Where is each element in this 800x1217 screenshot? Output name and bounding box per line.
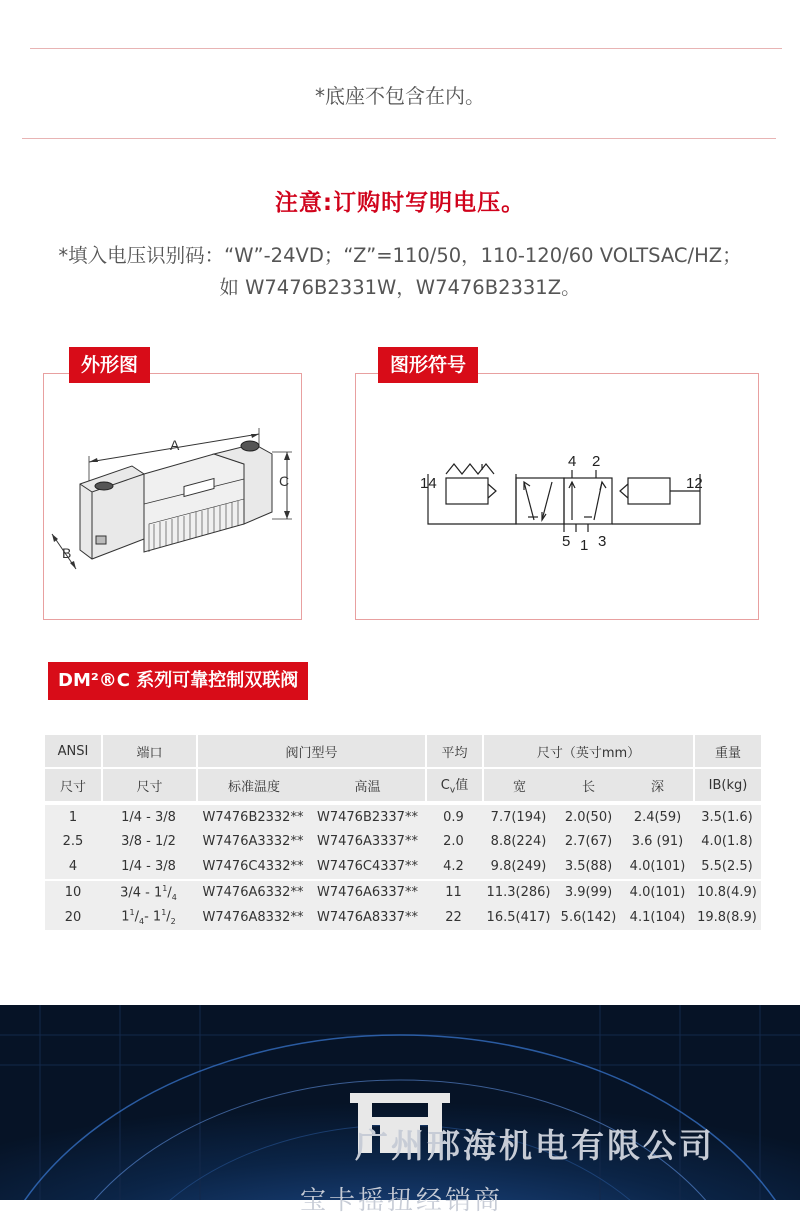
port-4-label: 4 <box>568 453 577 470</box>
cell-std-model: W7476B2332** <box>196 805 310 830</box>
cell-std-model: W7476C4332** <box>196 854 310 879</box>
col-width-header: 宽 <box>482 769 555 805</box>
dim-b-label: B <box>62 545 72 561</box>
col-cv-header: $C_v$值 <box>425 769 482 805</box>
col-port-subheader: 尺寸 <box>101 769 196 805</box>
cell-std-model: W7476A3332** <box>196 830 310 855</box>
cell-length: 3.9(99) <box>555 881 622 906</box>
cell-weight: 10.8(4.9) <box>693 881 761 906</box>
table-row <box>45 881 761 906</box>
cell-depth: 4.0(101) <box>622 881 693 906</box>
cell-length: 2.0(50) <box>555 805 622 830</box>
cell-port: 3/8 - 1/2 <box>101 830 196 855</box>
col-ansi-subheader: 尺寸 <box>45 769 101 805</box>
valve-symbol-diagram <box>356 374 758 619</box>
col-weight-header: 重量 <box>693 735 761 769</box>
cell-width: 11.3(286) <box>482 881 555 906</box>
port-12-label: 12 <box>686 475 703 492</box>
table-row <box>45 854 761 879</box>
table-row <box>45 830 761 855</box>
col-std-temp-header: 标准温度 <box>196 769 310 805</box>
series-title-label: DM²®C 系列可靠控制双联阀 <box>48 662 308 700</box>
voltage-code-note-line1: *填入电压识别码：“W”-24VD；“Z”=110/50，110-120/60 VOLTSAC/HZ； <box>58 244 742 267</box>
company-name: 广州邢海机电有限公司 <box>355 1126 715 1165</box>
cell-port: 1/4 - 3/8 <box>101 854 196 879</box>
cell-cv: 11 <box>425 881 482 906</box>
cell-depth: 2.4(59) <box>622 805 693 830</box>
cell-high-model: W7476A8337** <box>310 905 425 930</box>
spec-table <box>45 735 761 930</box>
cell-high-model: W7476A3337** <box>310 830 425 855</box>
col-port-header: 端口 <box>101 735 196 769</box>
cell-length: 3.5(88) <box>555 854 622 879</box>
cell-port: $1^1/_4-$ $1^1/_2$ <box>101 905 196 930</box>
table-header-row-2 <box>45 769 761 805</box>
dim-c-label: C <box>279 473 290 489</box>
port-2-label: 2 <box>592 453 601 470</box>
attention-heading: 注意:订购时写明电压。 <box>274 190 526 216</box>
top-divider <box>30 48 782 49</box>
cell-length: 5.6(142) <box>555 905 622 930</box>
outline-drawing-label: 外形图 <box>69 347 150 383</box>
col-dimensions-header: 尺寸（英寸mm） <box>482 735 693 769</box>
cell-depth: 3.6 (91) <box>622 830 693 855</box>
cell-weight: 3.5(1.6) <box>693 805 761 830</box>
port-5-label: 5 <box>562 533 571 550</box>
company-tagline: 宝卡摇扭经销商 <box>300 1186 504 1216</box>
cell-high-model: W7476A6337** <box>310 881 425 906</box>
col-weight-subheader: IB(kg) <box>693 769 761 805</box>
cell-high-model: W7476C4337** <box>310 854 425 879</box>
dim-a-label: A <box>170 437 180 453</box>
cell-std-model: W7476A8332** <box>196 905 310 930</box>
base-excluded-note: *底座不包含在内。 <box>315 84 485 108</box>
cell-weight: 5.5(2.5) <box>693 854 761 879</box>
cell-weight: 4.0(1.8) <box>693 830 761 855</box>
cell-width: 8.8(224) <box>482 830 555 855</box>
col-model-header: 阀门型号 <box>196 735 425 769</box>
symbol-drawing-label: 图形符号 <box>378 347 478 383</box>
port-1-label: 1 <box>580 537 589 554</box>
table-row <box>45 805 761 830</box>
cell-cv: 4.2 <box>425 854 482 879</box>
cell-weight: 19.8(8.9) <box>693 905 761 930</box>
cell-cv: 22 <box>425 905 482 930</box>
footer-banner <box>0 1005 800 1200</box>
footer-background-graphic <box>0 1005 800 1200</box>
cell-ansi: 10 <box>45 881 101 906</box>
cell-high-model: W7476B2337** <box>310 805 425 830</box>
cell-cv: 2.0 <box>425 830 482 855</box>
col-avg-header: 平均 <box>425 735 482 769</box>
table-header-row-1 <box>45 735 761 769</box>
cell-length: 2.7(67) <box>555 830 622 855</box>
cell-width: 9.8(249) <box>482 854 555 879</box>
outline-drawing-panel <box>43 373 302 620</box>
col-depth-header: 深 <box>622 769 693 805</box>
cell-std-model: W7476A6332** <box>196 881 310 906</box>
cell-depth: 4.1(104) <box>622 905 693 930</box>
valve-outline-illustration <box>44 374 301 619</box>
middle-divider <box>22 138 776 139</box>
cell-ansi: 2.5 <box>45 830 101 855</box>
col-ansi-header: ANSI <box>45 735 101 769</box>
port-3-label: 3 <box>598 533 607 550</box>
cell-width: 16.5(417) <box>482 905 555 930</box>
cell-ansi: 1 <box>45 805 101 830</box>
port-14-label: 14 <box>420 475 437 492</box>
cell-cv: 0.9 <box>425 805 482 830</box>
cell-width: 7.7(194) <box>482 805 555 830</box>
symbol-drawing-panel <box>355 373 759 620</box>
col-length-header: 长 <box>555 769 622 805</box>
cell-depth: 4.0(101) <box>622 854 693 879</box>
cell-ansi: 4 <box>45 854 101 879</box>
cell-ansi: 20 <box>45 905 101 930</box>
voltage-code-note-line2: 如 W7476B2331W，W7476B2331Z。 <box>219 276 581 299</box>
table-row <box>45 905 761 930</box>
col-high-temp-header: 高温 <box>310 769 425 805</box>
cell-port: $3/4 - 1^1/_4$ <box>101 881 196 906</box>
cell-port: 1/4 - 3/8 <box>101 805 196 830</box>
